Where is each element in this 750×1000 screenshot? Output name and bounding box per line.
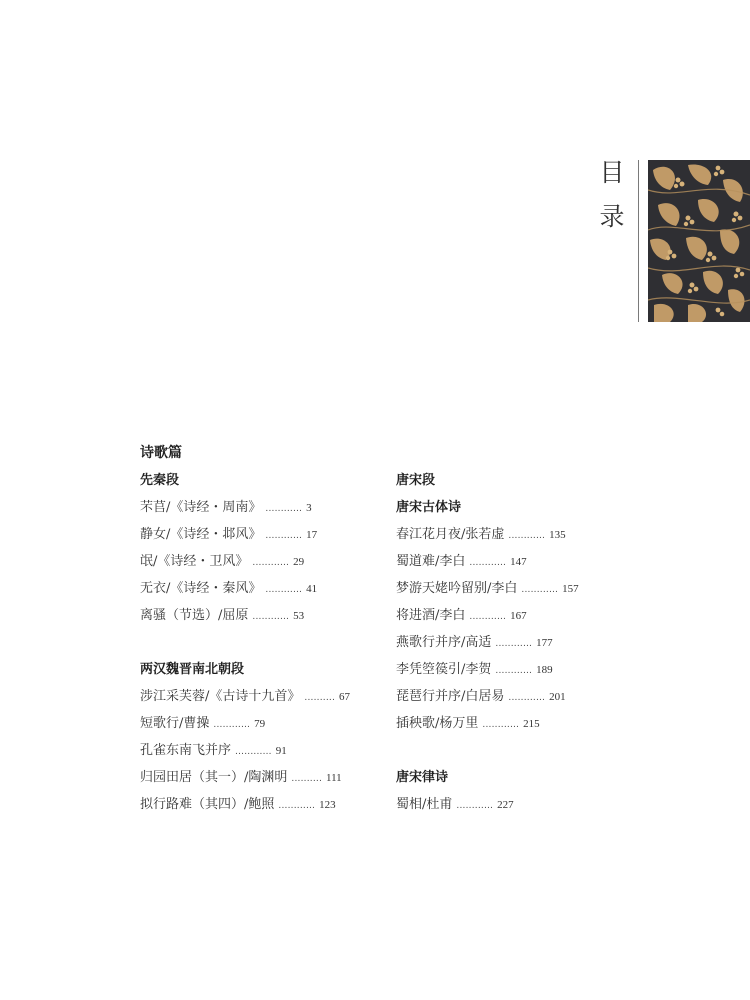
toc-page-number: 215: [523, 718, 540, 730]
toc-entry-title: 静女/《诗经・邶风》: [140, 527, 262, 542]
toc-spacer: [140, 629, 380, 656]
toc-right-column: [396, 440, 636, 818]
toc-leader-dots: ............: [235, 747, 272, 757]
toc-leader-dots: ............: [278, 801, 316, 811]
floral-pattern-icon: [648, 160, 750, 322]
toc-entry-title: 燕歌行并序/高适: [396, 635, 492, 650]
toc-page-number: 135: [549, 529, 566, 541]
toc-leader-dots: ..........: [304, 693, 335, 703]
toc-spacer: [396, 737, 636, 764]
toc-leader-dots: ............: [265, 585, 303, 595]
toc-leader-dots: ............: [508, 531, 546, 541]
toc-entry-title: 无衣/《诗经・秦风》: [140, 581, 262, 596]
toc-entry[interactable]: [140, 737, 380, 764]
page-title: [597, 158, 627, 232]
toc-entry[interactable]: [140, 521, 380, 548]
toc-leader-dots: ............: [469, 558, 507, 568]
toc-entry[interactable]: [396, 656, 636, 683]
title-char-2: 录: [599, 202, 625, 231]
toc-entry[interactable]: [140, 710, 380, 737]
floral-pattern-image: [648, 160, 750, 322]
toc-page-number: 201: [549, 691, 566, 703]
toc-leader-dots: ............: [213, 720, 251, 730]
toc-entry[interactable]: [396, 602, 636, 629]
toc-entry-title: 涉江采芙蓉/《古诗十九首》: [140, 689, 301, 704]
toc-leader-dots: ............: [495, 666, 533, 676]
toc-page-number: 123: [319, 799, 336, 811]
toc-entry-title: 芣苢/《诗经・周南》: [140, 500, 262, 515]
toc-page-number: 227: [497, 799, 514, 811]
toc-entry-title: 琵琶行并序/白居易: [396, 689, 505, 704]
toc-entry[interactable]: [140, 602, 380, 629]
toc-entry[interactable]: [140, 494, 380, 521]
toc-entry-title: 插秧歌/杨万里: [396, 716, 479, 731]
toc-entry[interactable]: [396, 791, 636, 818]
toc-entry[interactable]: [140, 548, 380, 575]
toc-entry-title: 将进酒/李白: [396, 608, 466, 623]
toc-entry-title: 李凭箜篌引/李贺: [396, 662, 492, 677]
toc-left-column: [140, 440, 380, 818]
toc-group-title: 唐宋律诗: [396, 770, 449, 785]
toc-page-number: 157: [562, 583, 579, 595]
toc-entry[interactable]: [140, 683, 380, 710]
toc-entry-title: 归园田居（其一）/陶渊明: [140, 770, 288, 785]
toc-group-title: 唐宋段: [396, 473, 436, 488]
toc-entry-title: 梦游天姥吟留别/李白: [396, 581, 518, 596]
toc-leader-dots: ............: [482, 720, 520, 730]
toc-entry[interactable]: [396, 629, 636, 656]
toc-group-title: 唐宋古体诗: [396, 500, 462, 515]
toc-entry-title: 蜀道难/李白: [396, 554, 466, 569]
toc-entry[interactable]: [396, 548, 636, 575]
toc-page-number: 17: [306, 529, 318, 541]
toc-leader-dots: ............: [508, 693, 546, 703]
toc-entry-title: 短歌行/曹操: [140, 716, 210, 731]
toc-page-number: 67: [339, 691, 350, 703]
toc-entry[interactable]: [396, 575, 636, 602]
toc-entry[interactable]: [140, 575, 380, 602]
toc-leader-dots: ............: [456, 801, 494, 811]
title-char-1: 目: [599, 158, 625, 187]
toc-entry[interactable]: [140, 791, 380, 818]
toc-page-number: 41: [306, 583, 318, 595]
toc-entry-title: 孔雀东南飞并序: [140, 743, 232, 758]
toc-entry[interactable]: [396, 683, 636, 710]
toc-leader-dots: ............: [495, 639, 533, 649]
toc-leader-dots: ............: [469, 612, 507, 622]
toc-page-number: 111: [326, 772, 342, 784]
toc-entry-title: 拟行路难（其四）/鲍照: [140, 797, 275, 812]
toc-page-number: 29: [293, 556, 305, 568]
toc-leader-dots: ............: [265, 504, 303, 514]
toc-entry[interactable]: [140, 764, 380, 791]
toc-page-number: 53: [293, 610, 305, 622]
toc-page-number: 177: [536, 637, 553, 649]
toc-entry-title: 蜀相/杜甫: [396, 797, 453, 812]
toc-leader-dots: ............: [521, 585, 559, 595]
toc-section-title: 诗歌篇: [140, 445, 182, 461]
toc-page-number: 3: [306, 502, 312, 514]
toc-leader-dots: ............: [252, 612, 290, 622]
toc-leader-dots: ............: [252, 558, 290, 568]
toc-entry-title: 离骚（节选）/屈原: [140, 608, 249, 623]
toc-page-number: 91: [275, 745, 287, 757]
toc-entry[interactable]: [396, 521, 636, 548]
title-divider: [638, 160, 639, 322]
toc-leader-dots: ............: [265, 531, 303, 541]
toc-entry[interactable]: [396, 710, 636, 737]
toc-page-number: 79: [254, 718, 266, 730]
toc-spacer: [396, 440, 636, 467]
toc-entry-title: 氓/《诗经・卫风》: [140, 554, 249, 569]
toc-entry-title: 春江花月夜/张若虚: [396, 527, 505, 542]
toc-group-title: 先秦段: [140, 473, 180, 488]
toc-leader-dots: ..........: [291, 774, 322, 784]
toc-page-number: 147: [510, 556, 527, 568]
toc-group-title: 两汉魏晋南北朝段: [140, 662, 245, 677]
toc-page-number: 189: [536, 664, 553, 676]
toc-page-number: 167: [510, 610, 527, 622]
